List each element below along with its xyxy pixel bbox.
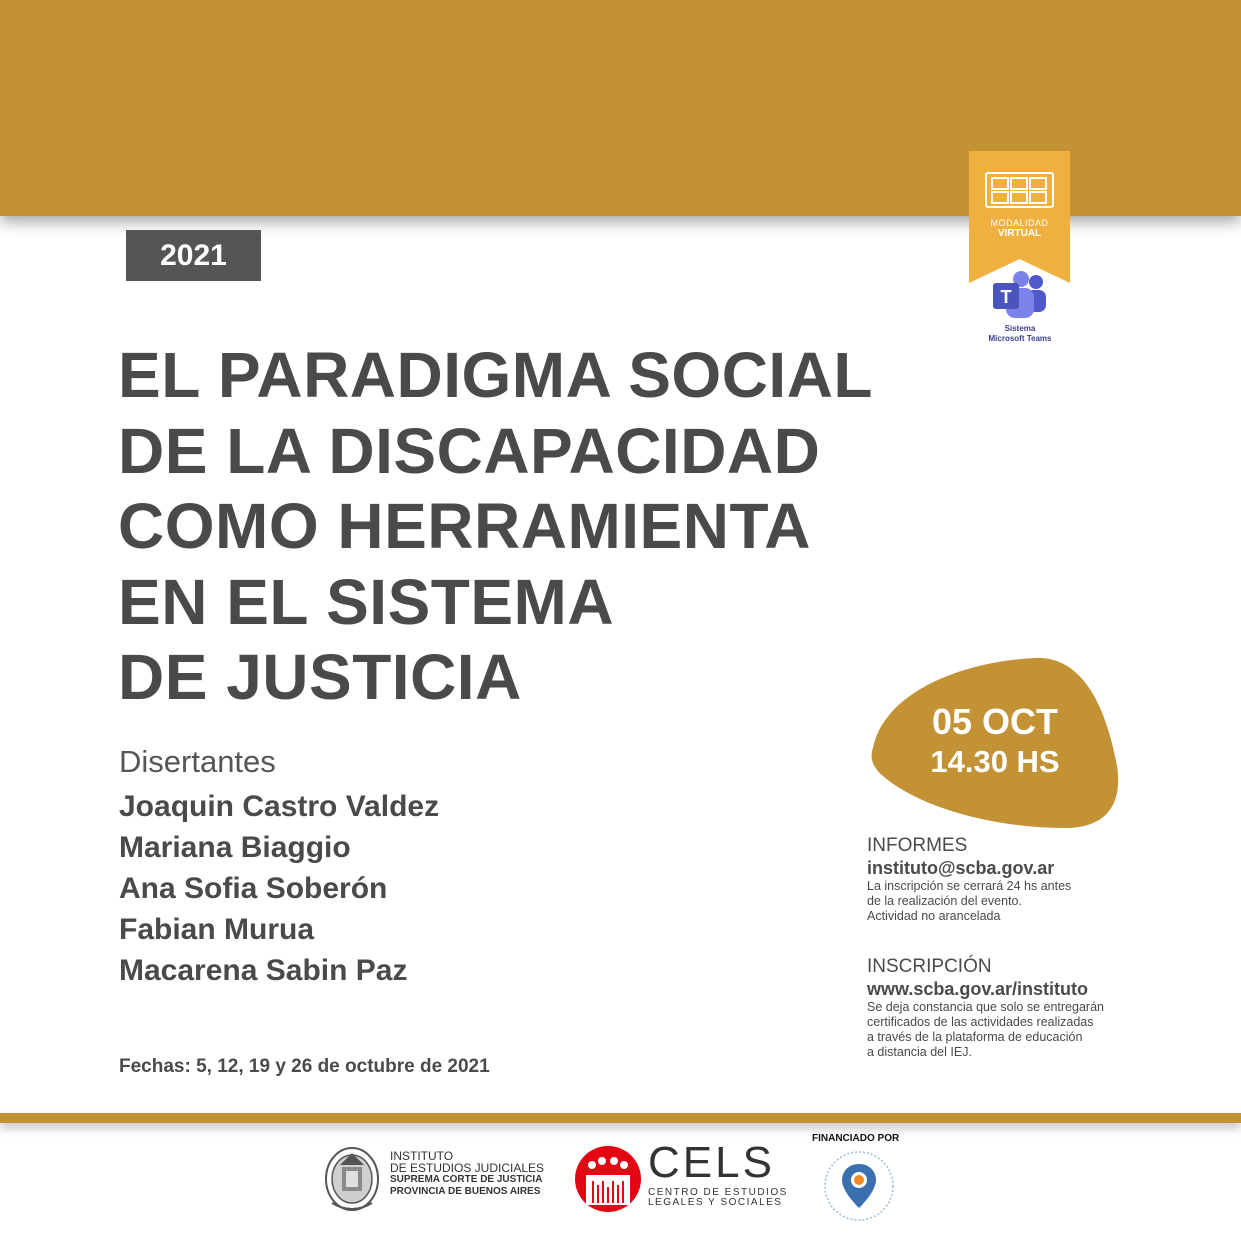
svg-text:T: T [1000, 287, 1012, 307]
year-badge: 2021 [126, 230, 261, 281]
inscripcion-note: a distancia del IEJ. [867, 1045, 972, 1059]
event-time: 14.30 HS [930, 744, 1060, 779]
speaker-name: Mariana Biaggio [119, 831, 351, 864]
cels-subtitle: CENTRO DE ESTUDIOS LEGALES Y SOCIALES [648, 1187, 788, 1208]
speakers-list [119, 786, 439, 991]
modality-ribbon [969, 151, 1070, 283]
microsoft-teams-icon [990, 270, 1050, 322]
location-pin-icon [818, 1146, 900, 1224]
inscripcion-block [867, 956, 1167, 1060]
inscripcion-heading: INSCRIPCIÓN [867, 956, 992, 977]
informes-note: La inscripción se cerrará 24 hs antes [867, 879, 1072, 893]
modality-label: MODALIDAD [990, 218, 1049, 228]
dates-line: Fechas: 5, 12, 19 y 26 de octubre de 2021 [119, 1056, 490, 1077]
title-line: COMO HERRAMIENTA [118, 490, 811, 562]
inscripcion-note: a través de la plataforma de educación [867, 1030, 1083, 1044]
event-datetime [905, 701, 1085, 781]
event-date: 05 OCT [931, 701, 1059, 742]
funded-by-label: FINANCIADO POR [812, 1133, 900, 1144]
cels-name: CELS [648, 1138, 775, 1187]
speaker-name: Fabian Murua [119, 913, 315, 946]
court-seal-icon [322, 1143, 382, 1213]
title-line: DE JUSTICIA [118, 641, 522, 713]
cels-logo-icon [574, 1145, 642, 1213]
iej-logo-text: INSTITUTO DE ESTUDIOS JUDICIALES SUPREMA CORTE DE JUSTICIA PROVINCIA DE BUENOS AIRES [390, 1149, 545, 1197]
inscripcion-note: Se deja constancia que solo se entregarán [867, 1000, 1104, 1014]
speaker-name: Macarena Sabin Paz [119, 954, 408, 987]
informes-block [867, 835, 1167, 924]
informes-note: Actividad no arancelada [867, 909, 1001, 923]
speakers-heading: Disertantes [119, 744, 276, 779]
inscripcion-url[interactable]: www.scba.gov.ar/instituto [867, 979, 1089, 999]
informes-email[interactable]: instituto@scba.gov.ar [867, 858, 1055, 878]
informes-note: de la realización del evento. [867, 894, 1022, 908]
footer-divider [0, 1113, 1241, 1123]
speaker-name: Joaquin Castro Valdez [119, 790, 440, 823]
modality-value: VIRTUAL [997, 228, 1042, 239]
speaker-name: Ana Sofia Soberón [119, 872, 388, 905]
title-line: DE LA DISCAPACIDAD [118, 414, 821, 487]
inscripcion-note: certificados de las actividades realizadas [867, 1015, 1094, 1029]
event-title [118, 338, 938, 716]
teams-caption: Sistema Microsoft Teams [988, 324, 1052, 343]
informes-heading: INFORMES [867, 835, 968, 856]
title-line: EN EL SISTEMA [118, 565, 615, 638]
title-line: EL PARADIGMA SOCIAL [118, 339, 873, 411]
